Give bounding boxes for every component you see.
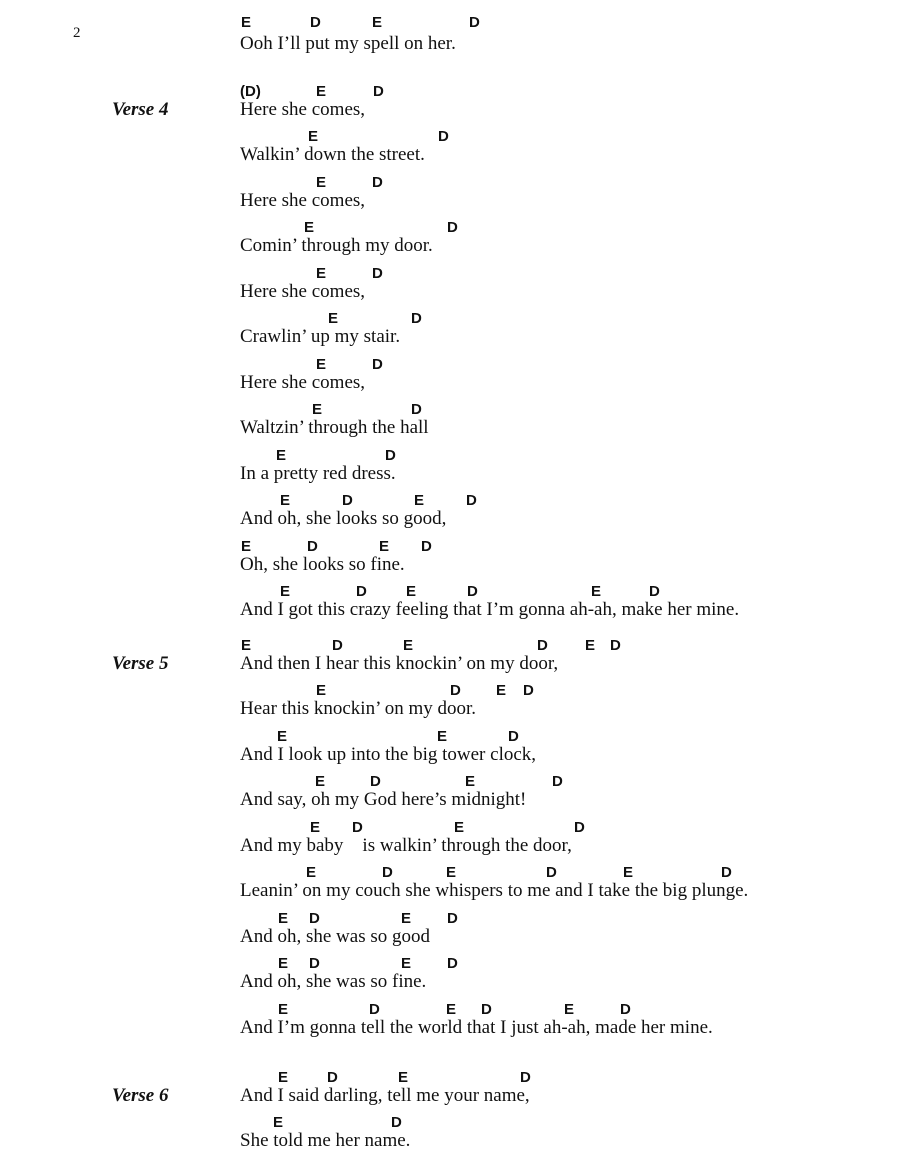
- chord: E: [277, 728, 288, 745]
- chord: D: [372, 265, 383, 282]
- chord: E: [315, 773, 326, 790]
- chord: E: [306, 864, 317, 881]
- verse-label-5: Verse 5: [112, 653, 169, 674]
- chord: E: [437, 728, 448, 745]
- lyric-line: Comin’ through my door.: [240, 235, 433, 256]
- lyric-line: Here she comes,: [240, 190, 366, 211]
- chord: D: [537, 637, 548, 654]
- lyric-line: And oh, she was so good: [240, 926, 430, 947]
- chord: E: [403, 637, 414, 654]
- chord: E: [496, 682, 507, 699]
- chord: D: [447, 955, 458, 972]
- lyric-line: And say, oh my God here’s midnight!: [240, 789, 527, 810]
- chord-row: [0, 310, 900, 328]
- chord-row: [0, 14, 900, 32]
- chord: E: [446, 864, 457, 881]
- lyric-line: And oh, she looks so good,: [240, 508, 447, 529]
- chord: E: [310, 819, 321, 836]
- chord-row: [0, 447, 900, 465]
- chord: D: [552, 773, 563, 790]
- verse-label-4: Verse 4: [112, 99, 169, 120]
- lyric-line: Hear this knockin’ on my door.: [240, 698, 477, 719]
- lyric-line: Oh, she looks so fine.: [240, 554, 405, 575]
- chord: E: [316, 265, 327, 282]
- chord: E: [278, 1001, 289, 1018]
- chord: E: [273, 1114, 284, 1131]
- lyric-line: Walkin’ down the street.: [240, 144, 425, 165]
- chord: D: [450, 682, 461, 699]
- lyric-line: And oh, she was so fine.: [240, 971, 427, 992]
- lyric-line: In a pretty red dress.: [240, 463, 396, 484]
- chord: D: [610, 637, 621, 654]
- chord: (D): [240, 83, 261, 100]
- chord: D: [421, 538, 432, 555]
- chord: D: [342, 492, 353, 509]
- chord: E: [278, 1069, 289, 1086]
- chord-row: [0, 401, 900, 419]
- chord-row: [0, 492, 900, 510]
- chord: E: [585, 637, 596, 654]
- lyric-line: And then I hear this knockin’ on my door,: [240, 653, 559, 674]
- lyric-line: She told me her name.: [240, 1130, 411, 1151]
- chord: D: [332, 637, 343, 654]
- chord: E: [316, 356, 327, 373]
- verse-label-6: Verse 6: [112, 1085, 169, 1106]
- chord: D: [391, 1114, 402, 1131]
- chord: D: [620, 1001, 631, 1018]
- lyric-line: And I’m gonna tell the world that I just ah-ah, made her mine.: [240, 1017, 713, 1038]
- lyric-line: Ooh I’ll put my spell on her.: [240, 33, 456, 54]
- chord: D: [481, 1001, 492, 1018]
- chord: D: [520, 1069, 531, 1086]
- chord: E: [564, 1001, 575, 1018]
- lyric-line: Here she comes,: [240, 372, 366, 393]
- chord: E: [372, 14, 383, 31]
- chord: E: [414, 492, 425, 509]
- chord: D: [447, 910, 458, 927]
- lyric-line: Leanin’ on my couch she whispers to me and I take the big plunge.: [240, 880, 749, 901]
- chord: D: [469, 14, 480, 31]
- lyric-line: And I look up into the big tower clock,: [240, 744, 537, 765]
- lyric-line: And I said darling, tell me your name,: [240, 1085, 530, 1106]
- chord-row: [0, 219, 900, 237]
- chord: E: [276, 447, 287, 464]
- lyric-line: Here she comes,: [240, 281, 366, 302]
- chord: E: [280, 492, 291, 509]
- chord-row: [0, 174, 900, 192]
- chord: D: [546, 864, 557, 881]
- chord: D: [310, 14, 321, 31]
- chord: D: [574, 819, 585, 836]
- chord: D: [649, 583, 660, 600]
- chord: E: [241, 637, 252, 654]
- chord: D: [307, 538, 318, 555]
- chord: E: [406, 583, 417, 600]
- chord: D: [466, 492, 477, 509]
- chord: E: [241, 14, 252, 31]
- chord: D: [369, 1001, 380, 1018]
- chord: D: [327, 1069, 338, 1086]
- chord: E: [241, 538, 252, 555]
- chord: D: [370, 773, 381, 790]
- chord: E: [401, 955, 412, 972]
- chord: D: [467, 583, 478, 600]
- chord: E: [316, 83, 327, 100]
- chord: E: [454, 819, 465, 836]
- chord: E: [312, 401, 323, 418]
- chord-row: [0, 83, 900, 101]
- chord: D: [385, 447, 396, 464]
- chord: E: [280, 583, 291, 600]
- chord: D: [438, 128, 449, 145]
- chord: E: [304, 219, 315, 236]
- chord: D: [508, 728, 519, 745]
- chord: E: [278, 955, 289, 972]
- chord: E: [591, 583, 602, 600]
- chord: D: [523, 682, 534, 699]
- chord: D: [411, 310, 422, 327]
- chord: D: [411, 401, 422, 418]
- chord-row: [0, 1114, 900, 1132]
- chord: D: [309, 955, 320, 972]
- chord: E: [465, 773, 476, 790]
- page-number: 2: [73, 25, 81, 41]
- lyric-line: Crawlin’ up my stair.: [240, 326, 401, 347]
- chord: D: [372, 356, 383, 373]
- lyric-line: And my baby is walkin’ through the door,: [240, 835, 572, 856]
- chord: E: [401, 910, 412, 927]
- lyric-line: And I got this crazy feeling that I’m gonna ah-ah, make her mine.: [240, 599, 740, 620]
- chord: D: [382, 864, 393, 881]
- chord-row: [0, 910, 900, 928]
- chord: E: [398, 1069, 409, 1086]
- chord: E: [379, 538, 390, 555]
- chord: D: [721, 864, 732, 881]
- chord: E: [623, 864, 634, 881]
- chord: D: [447, 219, 458, 236]
- chord: E: [328, 310, 339, 327]
- lyric-line: Here she comes,: [240, 99, 366, 120]
- chord-row: [0, 265, 900, 283]
- chord: E: [308, 128, 319, 145]
- chord-row: [0, 538, 900, 556]
- lyric-line: Waltzin’ through the hall: [240, 417, 429, 438]
- chord: D: [309, 910, 320, 927]
- chord: E: [278, 910, 289, 927]
- chord-row: [0, 356, 900, 374]
- chord-row: [0, 128, 900, 146]
- chord: D: [373, 83, 384, 100]
- chord: E: [446, 1001, 457, 1018]
- chord: D: [372, 174, 383, 191]
- chord: D: [356, 583, 367, 600]
- chord: E: [316, 174, 327, 191]
- chord: D: [352, 819, 363, 836]
- chord-row: [0, 955, 900, 973]
- chord: E: [316, 682, 327, 699]
